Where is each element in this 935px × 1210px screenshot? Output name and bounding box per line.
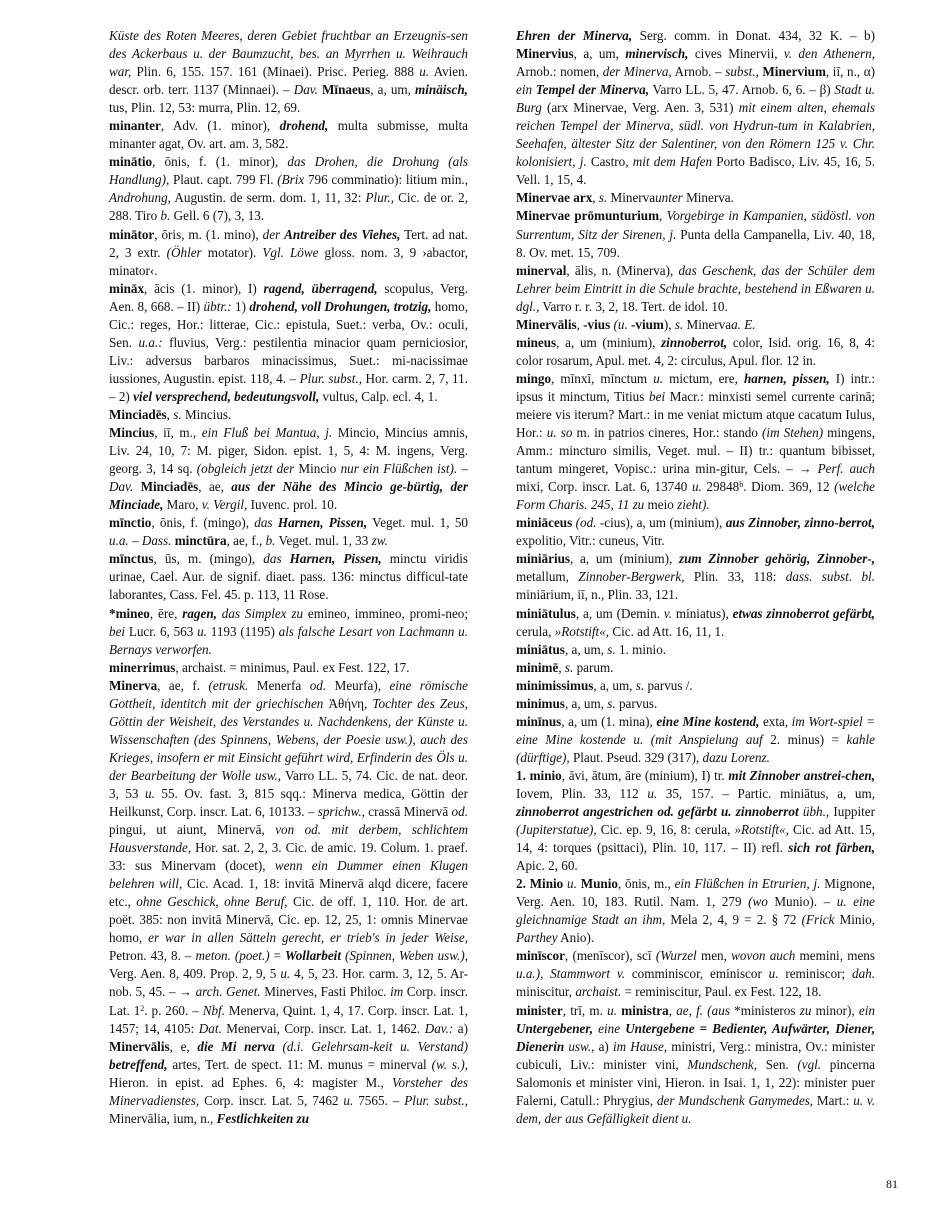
left-column	[109, 27, 468, 1128]
dictionary-entry: minimissimus, a, um, s. parvus /.	[516, 677, 693, 693]
dictionary-entry: Minerva, ae, f. (etrusk. Menerfa od. Meurfa), eine römische Gottheit, identitch mit der griechischen Ἀθήνη, Tochter des Zeus, Göttin der Weisheit, des Verstandes u. Nachdenkens, der Künste u. Wissenschaften (des Spinnens, Webens, der Poesie usw.), auch des Krieges, insofern er mit Einsicht geführt wird, Erfinderin des Öls u. der Bearbeitung der Wolle usw., Varro LL. 5, 74. Cic. de nat. deor. 3, 53 u. 55. Ov. fast. 3, 815 sqq.: Minerva medica, Göttin der Heilkunst, Corp. inscr. Lat. 6, 10133. – sprichw., crassā Minervā od. pingui, ut aiunt, Minervā, von od. mit derbem, schlichtem Hausverstande, Hor. sat. 2, 2, 3. Cic. de amic. 19. Colum. 1. praef. 33: sus Minervam (docet), wenn ein Dummer einen Klugen belehren will, Cic. Acad. 1, 18: invitā Minervā alqd dicere, facere etc., ohne Geschick, ohne Beruf, Cic. de off. 1, 110. Hor. de art. poët. 385: non invitā Minervā, Cic. ep. 12, 25, 1: omnis Minervae homo, er war in allen Sätteln gerecht, er trieb's in jeder Weise, Petron. 43, 8. – meton. (poet.) = Wollarbeit (Spinnen, Weben usw.), Verg. Aen. 8, 409. Prop. 2, 9, 5 u. 4, 5, 23. Hor. carm. 3, 12, 5. Ar-nob. 5, 45. – → arch. Genet. Minerves, Fasti Philoc. im Corp. inscr. Lat. $1^2$. p. 260. – Nbf. Menerva, Quint. 1, 4, 17. Corp. inscr. Lat. 1, 1457; 14, 4105: Dat. Menervai, Corp. inscr. Lat. 1, 1462. Dav.: a) Minervālis, e, die Mi nerva (d.i. Gelehrsam-keit u. Verstand) betreffend, artes, Tert. de spect. 11: M. munus = minerval (w. s.), Hieron. in epist. ad Ephes. 6, 4: magister M., Vorsteher des Minervadienstes, Corp. inscr. Lat. 5, 7462 u. 7565. – Plur. subst., Minervālia, ium, n., Festlichkeiten zu	[109, 677, 469, 1126]
dictionary-entry: Minciadēs, s. Mincius.	[109, 406, 232, 422]
dictionary-entry: Minervae arx, s. Minervaunter Minerva.	[516, 190, 734, 206]
dictionary-entry: minimē, s. parum.	[516, 659, 614, 675]
dictionary-entry: minanter, Adv. (1. minor), drohend, multa submisse, multa minanter agat, Ov. art. am. 3, 582.	[109, 118, 469, 152]
dictionary-entry: minister, trī, m. u. ministra, ae, f. (aus *ministeros zu minor), ein Untergebener, eine Untergebene = Bedienter, Aufwärter, Diener, Dienerin usw., a) im Hause, ministri, Verg.: ministra, Ov.: minister cubiculi, Liv.: minister vini, Mundschenk, Sen. (vgl. pincerna Salomonis et minister vini, Hieron. in Isai. 1, 1, 22): minister puer Falerni, Catull.: Phrygius, der Mundschenk Ganymedes, Mart.: u. v. dem, der aus Gefälligkeit dient u.	[516, 1002, 875, 1126]
dictionary-entry: mīnctio, ōnis, f. (mingo), das Harnen, Pissen, Veget. mul. 1, 50 u.a. – Dass. minctūra, ae, f., b. Veget. mul. 1, 33 zw.	[109, 515, 468, 549]
dictionary-entry: mineus, a, um (minium), zinnoberrot, color, Isid. orig. 16, 8, 4: color rosarum, Apul. met. 4, 2: circulus, Apul. flor. 12 in.	[516, 334, 876, 368]
dictionary-entry: miniātus, a, um, s. 1. minio.	[516, 641, 667, 657]
dictionary-entry: *mineo, ēre, ragen, das Simplex zu emineo, immineo, promi-neo; bei Lucr. 6, 563 u. 1193 (1195) als falsche Lesart von Lachmann u. Bernays verworfen.	[109, 605, 469, 657]
dictionary-entry: Mincius, iī, m., ein Fluß bei Mantua, j. Mincio, Mincius amnis, Liv. 24, 10, 7: M. piger, Sidon. epist. 1, 5, 4: M. ingens, Verg. georg. 3, 14 sq. (obgleich jetzt der Mincio nur ein Flüßchen ist). – Dav. Minciadēs, ae, aus der Nähe des Mincio ge-bürtig, der Minciade, Maro, v. Vergil, Iuvenc. prol. 10.	[109, 425, 468, 513]
page-number: 81	[886, 1177, 898, 1191]
dictionary-entry: minātio, ōnis, f. (1. minor), das Drohen, die Drohung (als Handlung), Plaut. capt. 799 Fl. (Brix 796 comminatio): litium min., Androhung, Augustin. de serm. dom. 1, 11, 32: Plur., Cic. de or. 2, 288. Tiro b. Gell. 6 (7), 3, 13.	[109, 154, 469, 224]
dictionary-entry: minātor, ōris, m. (1. mino), der Antreiber des Viehes, Tert. ad nat. 2, 3 extr. (Öhler motator). Vgl. Löwe gloss. nom. 3, 9 ›abactor, minator‹.	[109, 226, 469, 278]
dictionary-entry: minerval, ālis, n. (Minerva), das Geschenk, das der Schüler dem Lehrer beim Eintritt in die Schule brachte, bestehend in Eßwaren u. dgl., Varro r. r. 3, 2, 18. Tert. de idol. 10.	[516, 262, 875, 314]
dictionary-entry: mingo, mīnxī, mīnctum u. mictum, ere, harnen, pissen, I) intr.: ipsus it minctum, Titius bei Macr.: minxisti semel currente carinā; meiere vis iterum? Mart.: in me veniat mictum atque cacatum Iulus, Hor.: u. so m. in patrios cineres, Hor.: stando (im Stehen) mingens, Amm.: mincturo similis, Veget. mul. – II) tr.: quantum bibisset, tantum mingeret, Vopisc.: urina min-gitur, Cels. – → Perf. auch mixi, Corp. inscr. Lat. 6, 13740 u. 29848$^b$. Diom. 369, 12 (welche Form Charis. 245, 11 zu meio zieht).	[516, 370, 876, 513]
dictionary-entry: Küste des Roten Meeres, deren Gebiet fruchtbar an Erzeugnis-sen des Ackerbaus u. der Baumzucht, bes. an Myrrhen u. Weihrauch war, Plin. 6, 155. 157. 161 (Minaei). Prisc. Perieg. 888 u. Avien. descr. orb. terr. 1137 (Minnaei). – Dav. Mīnaeus, a, um, minäisch, tus, Plin. 12, 53: murra, Plin. 12, 69.	[109, 28, 468, 116]
right-column	[516, 27, 875, 1128]
dictionary-entry: miniāceus (od. -cius), a, um (minium), aus Zinnober, zinno-berrot, expolitio, Vitr.: cuneus, Vitr.	[516, 515, 875, 549]
dictionary-entry: Minervālis, -vius (u. -vium), s. Minervaa. E.	[516, 316, 756, 332]
dictionary-entry: mīnctus, ūs, m. (mingo), das Harnen, Pissen, minctu viridis urinae, Cael. Aur. de signif. diaet. pass. 136: minctus difficul-tate laborantes, Cass. Fel. 45. p. 113, 11 Rose.	[109, 551, 468, 603]
dictionary-entry: minerrimus, archaist. = minimus, Paul. ex Fest. 122, 17.	[109, 659, 410, 675]
dictionary-entry: 1. minio, āvi, ātum, āre (minium), I) tr. mit Zinnober anstrei-chen, Iovem, Plin. 33, 112 u. 35, 157. – Partic. miniātus, a, um, zinnoberrot angestrichen od. gefärbt u. zinnoberrot übh., Iuppiter (Jupiterstatue), Cic. ep. 9, 16, 8: cerula, »Rotstift«, Cic. ad Att. 15, 14, 4: torques (psittaci), Plin. 10, 117. – II) refl. sich rot färben, Apic. 2, 60.	[516, 767, 875, 874]
dictionary-entry: 2. Minio u. Munio, ōnis, m., ein Flüßchen in Etrurien, j. Mignone, Verg. Aen. 10, 183. Rutil. Nam. 1, 279 (wo Munio). – u. eine gleichnamige Stadt an ihm, Mela 2, 4, 9 = 2. § 72 (Frick Minio, Parthey Anio).	[516, 876, 876, 946]
dictionary-entry: miniārius, a, um (minium), zum Zinnober gehörig, Zinnober-, metallum, Zinnober-Bergwerk, Plin. 33, 118: dass. subst. bl. miniārium, iī, n., Plin. 33, 121.	[516, 551, 876, 603]
dictionary-entry: minimus, a, um, s. parvus.	[516, 695, 658, 711]
dictionary-entry: Minervae prōmunturium, Vorgebirge in Kampanien, südöstl. von Surrentum, Sitz der Sirenen, j. Punta della Campanella, Liv. 40, 18, 8. Ov. met. 15, 709.	[516, 208, 875, 260]
dictionary-entry: minīscor, (menīscor), scī (Wurzel men, wovon auch memini, mens u.a.), Stammwort v. comminiscor, eminiscor u. reminiscor; dah. miniscitur, archaist. = reminiscitur, Paul. ex Fest. 122, 18.	[516, 948, 875, 1000]
dictionary-entry: minīnus, a, um (1. mina), eine Mine kostend, exta, im Wort-spiel = eine Mine kostende u. (mit Anspielung auf 2. minus) = kahle (dürftige), Plaut. Pseud. 329 (317), dazu Lorenz.	[516, 713, 875, 765]
dictionary-entry: mināx, ācis (1. minor), I) ragend, überragend, scopulus, Verg. Aen. 8, 668. – II) übtr.: 1) drohend, voll Drohungen, trotzig, homo, Cic.: reges, Hor.: litterae, Cic.: epistula, Suet.: verba, Ov.: oculi, Sen. u.a.: fluvius, Verg.: pestilentia minacior quam perniciosior, Liv.: adversus barbaros minacissimus, Suet.: mi-nacissimae iussiones, Augustin. epist. 118, 4. – Plur. subst., Hor. carm. 2, 7, 11. – 2) viel versprechend, bedeutungsvoll, vultus, Calp. ecl. 4, 1.	[109, 280, 468, 404]
dictionary-entry: Ehren der Minerva, Serg. comm. in Donat. 434, 32 K. – b) Minervius, a, um, minervisch, cives Minervii, v. den Athenern, Arnob.: nomen, der Minerva, Arnob. – subst., Minervium, iī, n., α) ein Tempel der Minerva, Varro LL. 5, 47. Arnob. 6, 6. – β) Stadt u. Burg (arx Minervae, Verg. Aen. 3, 531) mit einem alten, ehemals reichen Tempel der Minerva, südl. von Hydrun-tum in Kalabrien, Seehafen, ältester Sitz der Salentiner, von den Römern 125 v. Chr. kolonisiert, j. Castro, mit dem Hafen Porto Badisco, Liv. 45, 16, 5. Vell. 1, 15, 4.	[516, 28, 875, 188]
dictionary-entry: miniātulus, a, um (Demin. v. miniatus), etwas zinnoberrot gefärbt, cerula, »Rotstift«, Cic. ad Att. 16, 11, 1.	[516, 605, 875, 639]
